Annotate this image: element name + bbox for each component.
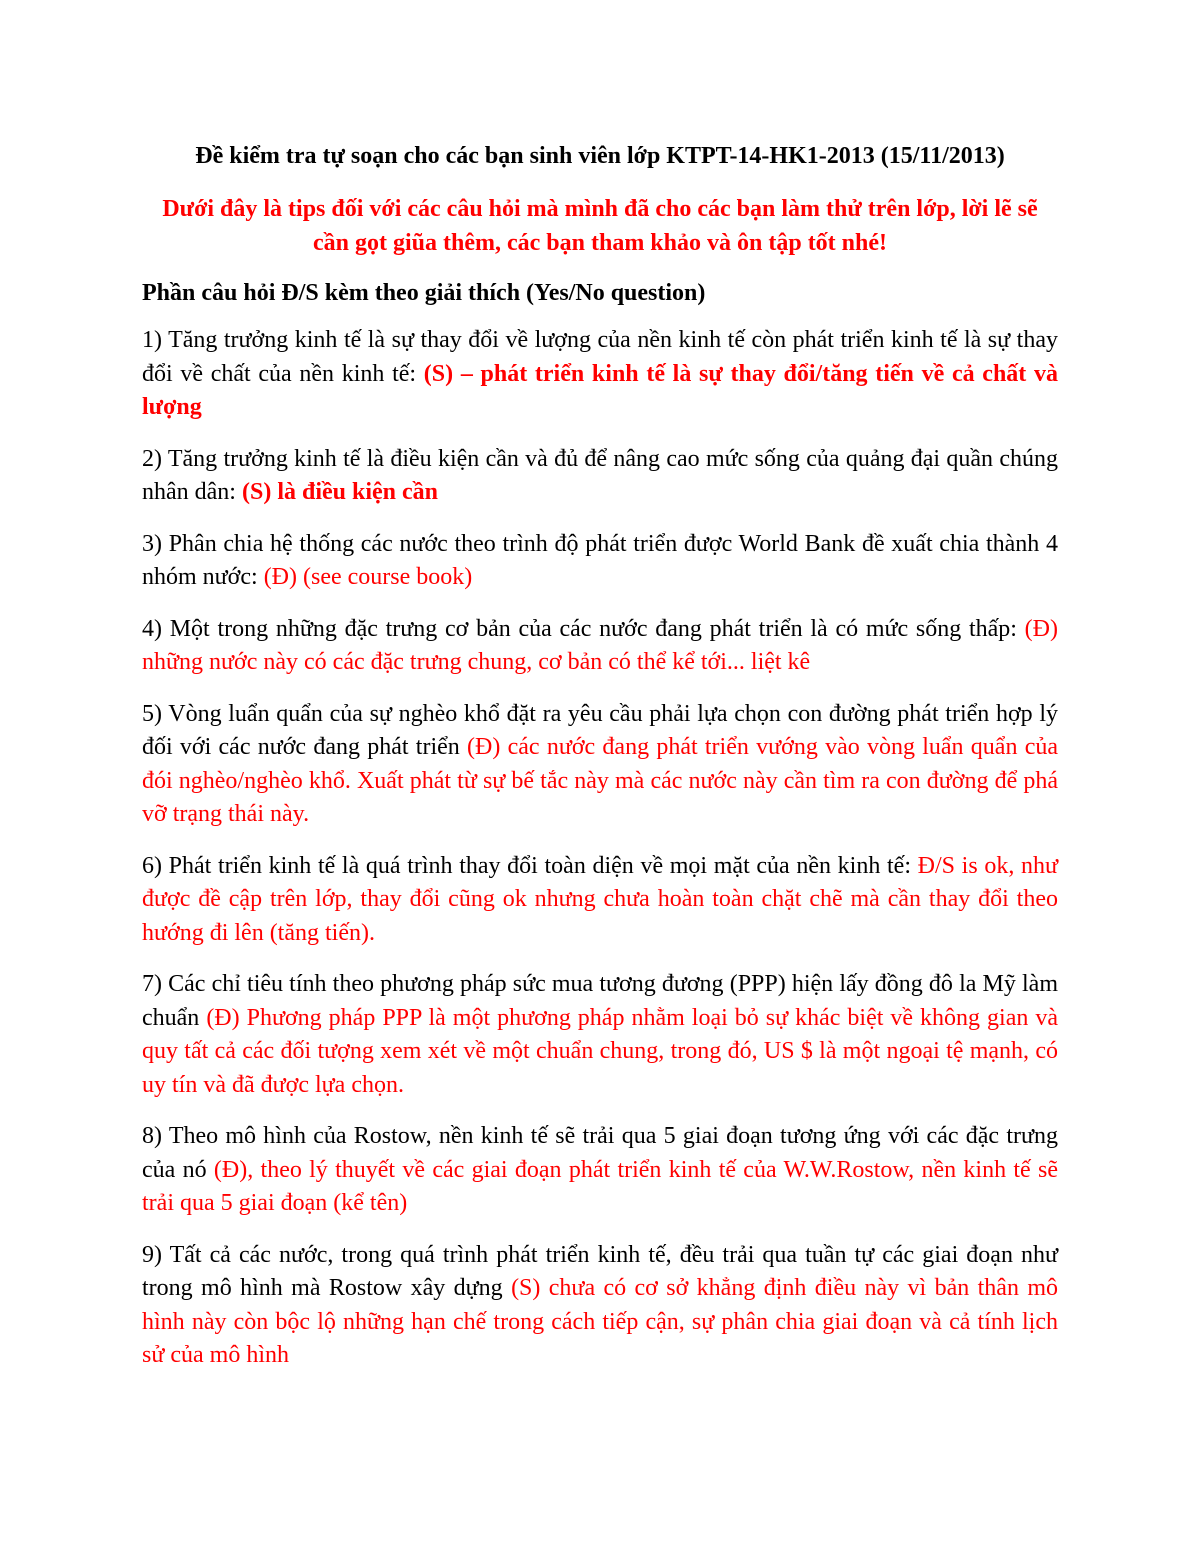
question-answer: (Đ), theo lý thuyết về các giai đoạn phát triển kinh tế của W.W.Rostow, nền kinh tế sẽ trải qua 5 giai đoạn (kể tên) (142, 1156, 1058, 1216)
question-text: 9) Tất cả các nước, trong quá trình phát triển kinh tế, đều trải qua tuần tự các giai đoạn như trong mô hình mà Rostow xây dựng (142, 1241, 1058, 1301)
question-1 (142, 324, 1058, 425)
question-answer: (Đ) các nước đang phát triển vướng vào vòng luẩn quẩn của đói nghèo/nghèo khổ. Xuất phát từ sự bế tắc này mà các nước này cần tìm ra con đường để phá vỡ trạng thái này. (142, 734, 1058, 827)
question-answer: (Đ) những nước này có các đặc trưng chung, cơ bản có thể kể tới... liệt kê (142, 615, 1058, 675)
question-8 (142, 1120, 1058, 1221)
question-5 (142, 698, 1058, 832)
question-9 (142, 1239, 1058, 1373)
question-3 (142, 528, 1058, 595)
document-title: Đề kiểm tra tự soạn cho các bạn sinh viên lớp KTPT-14-HK1-2013 (15/11/2013) (195, 143, 1005, 169)
question-text: 6) Phát triển kinh tế là quá trình thay đổi toàn diện về mọi mặt của nền kinh tế: (142, 852, 918, 879)
question-text: 4) Một trong những đặc trưng cơ bản của các nước đang phát triển là có mức sống thấp: (142, 615, 1025, 642)
question-answer: Đ/S is ok, như được đề cập trên lớp, thay đổi cũng ok nhưng chưa hoàn toàn chặt chẽ mà cần thay đổi theo hướng đi lên (tăng tiến). (142, 852, 1058, 946)
question-text: 2) Tăng trưởng kinh tế là điều kiện cần và đủ để nâng cao mức sống của quảng đại quần chúng nhân dân: (142, 445, 1058, 505)
intro-note: Dưới đây là tips đối với các câu hỏi mà mình đã cho các bạn làm thử trên lớp, lời lẽ sẽ cần gọt giũa thêm, các bạn tham khảo và ôn tập tốt nhé! (162, 196, 1038, 256)
question-answer: (Đ) Phương pháp PPP là một phương pháp nhằm loại bỏ sự khác biệt về không gian và quy tất cả các đối tượng xem xét về một chuẩn chung, trong đó, US $ là một ngoại tệ mạnh, có uy tín và đã được lựa chọn. (142, 1004, 1059, 1098)
question-answer: (S) là điều kiện cần (241, 479, 439, 505)
question-answer: (Đ) (see course book) (263, 564, 473, 590)
question-text: 5) Vòng luẩn quẩn của sự nghèo khổ đặt ra yêu cầu phải lựa chọn con đường phát triển hợp lý đối với các nước đang phát triển (142, 700, 1058, 760)
question-text: 7) Các chỉ tiêu tính theo phương pháp sức mua tương đương (PPP) hiện lấy đồng đô la Mỹ làm chuẩn (142, 971, 1058, 1031)
document-content (142, 138, 1058, 1391)
question-text: 8) Theo mô hình của Rostow, nền kinh tế sẽ trải qua 5 giai đoạn tương ứng với các đặc trưng của nó (142, 1123, 1058, 1183)
question-text: 3) Phân chia hệ thống các nước theo trình độ phát triển được World Bank đề xuất chia thành 4 nhóm nước: (142, 530, 1058, 590)
question-7 (142, 968, 1058, 1102)
question-6 (142, 850, 1058, 951)
question-answer: (S) chưa có cơ sở khẳng định điều này vì bản thân mô hình này còn bộc lộ những hạn chế trong cách tiếp cận, sự phân chia giai đoạn và cả tính lịch sử của mô hình (142, 1275, 1059, 1368)
question-2 (142, 443, 1058, 510)
section-heading: Phần câu hỏi Đ/S kèm theo giải thích (Yes/No question) (142, 280, 706, 306)
question-4 (142, 613, 1058, 680)
question-text: 1) Tăng trưởng kinh tế là sự thay đổi về lượng của nền kinh tế còn phát triển kinh tế là sự thay đổi về chất của nền kinh tế: (142, 327, 1058, 387)
question-answer: (S) – phát triển kinh tế là sự thay đổi/tăng tiến về cả chất và lượng (142, 360, 1058, 420)
